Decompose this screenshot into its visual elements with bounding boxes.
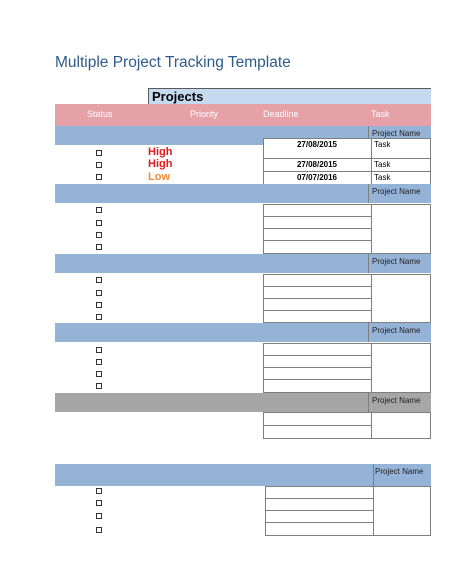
task-cell[interactable] xyxy=(371,158,431,172)
project-band-5 xyxy=(55,393,431,412)
page-title: Multiple Project Tracking Template xyxy=(55,54,291,71)
status-checkbox[interactable] xyxy=(96,383,102,389)
deadline-cell[interactable] xyxy=(263,240,372,254)
project-name-label: Project Name xyxy=(372,129,421,138)
deadline-value: 27/08/2015 xyxy=(296,160,337,169)
deadline-cell[interactable] xyxy=(263,379,372,393)
priority-high: High xyxy=(148,146,173,158)
task-cell[interactable] xyxy=(371,204,431,254)
status-checkbox[interactable] xyxy=(96,277,102,283)
status-checkbox[interactable] xyxy=(96,302,102,308)
status-checkbox[interactable] xyxy=(96,174,102,180)
priority-high: High xyxy=(148,158,173,170)
status-checkbox[interactable] xyxy=(96,162,102,168)
deadline-column-header: Deadline xyxy=(263,109,299,119)
status-checkbox[interactable] xyxy=(96,359,102,365)
deadline-cell[interactable] xyxy=(263,138,372,159)
status-checkbox[interactable] xyxy=(96,232,102,238)
project-name-label: Project Name xyxy=(372,187,421,196)
deadline-cell[interactable] xyxy=(263,158,372,172)
deadline-cell[interactable] xyxy=(263,310,372,323)
project-band-3 xyxy=(55,254,431,273)
projects-label: Projects xyxy=(152,89,204,104)
project-name-label: Project Name xyxy=(372,257,421,266)
deadline-value: 27/08/2015 xyxy=(296,140,337,149)
task-cell[interactable] xyxy=(373,486,431,536)
status-checkbox[interactable] xyxy=(96,371,102,377)
status-checkbox[interactable] xyxy=(96,347,102,353)
status-checkbox[interactable] xyxy=(96,244,102,250)
status-checkbox[interactable] xyxy=(96,220,102,226)
status-checkbox[interactable] xyxy=(96,527,102,533)
status-column-header: Status xyxy=(87,109,113,119)
status-checkbox[interactable] xyxy=(96,488,102,494)
project-band-2 xyxy=(55,184,431,203)
task-cell[interactable] xyxy=(371,343,431,393)
deadline-cell[interactable] xyxy=(263,412,372,426)
status-checkbox[interactable] xyxy=(96,150,102,156)
task-cell[interactable] xyxy=(371,274,431,323)
task-cell[interactable] xyxy=(371,138,431,159)
project-name-label: Project Name xyxy=(372,326,421,335)
project-name-label: Project Name xyxy=(372,396,421,405)
priority-low: Low xyxy=(148,171,170,183)
deadline-cell[interactable] xyxy=(263,171,372,185)
priority-column-header: Priority xyxy=(190,109,219,119)
task-column-header: Task xyxy=(371,109,390,119)
deadline-cell[interactable] xyxy=(265,522,374,536)
task-value: Task xyxy=(374,173,391,182)
deadline-cell[interactable] xyxy=(263,425,372,439)
status-checkbox[interactable] xyxy=(96,314,102,320)
status-checkbox[interactable] xyxy=(96,500,102,506)
deadline-value: 07/07/2016 xyxy=(296,173,337,182)
project-band-6 xyxy=(55,464,431,486)
task-cell[interactable] xyxy=(371,171,431,185)
projects-header xyxy=(148,88,431,104)
status-checkbox[interactable] xyxy=(96,207,102,213)
task-value: Task xyxy=(374,160,391,169)
task-value: Task xyxy=(374,140,391,149)
task-cell[interactable] xyxy=(371,412,431,439)
project-name-label: Project Name xyxy=(375,467,424,476)
project-band-4 xyxy=(55,323,431,342)
status-checkbox[interactable] xyxy=(96,513,102,519)
status-checkbox[interactable] xyxy=(96,290,102,296)
column-header-row xyxy=(55,104,431,126)
